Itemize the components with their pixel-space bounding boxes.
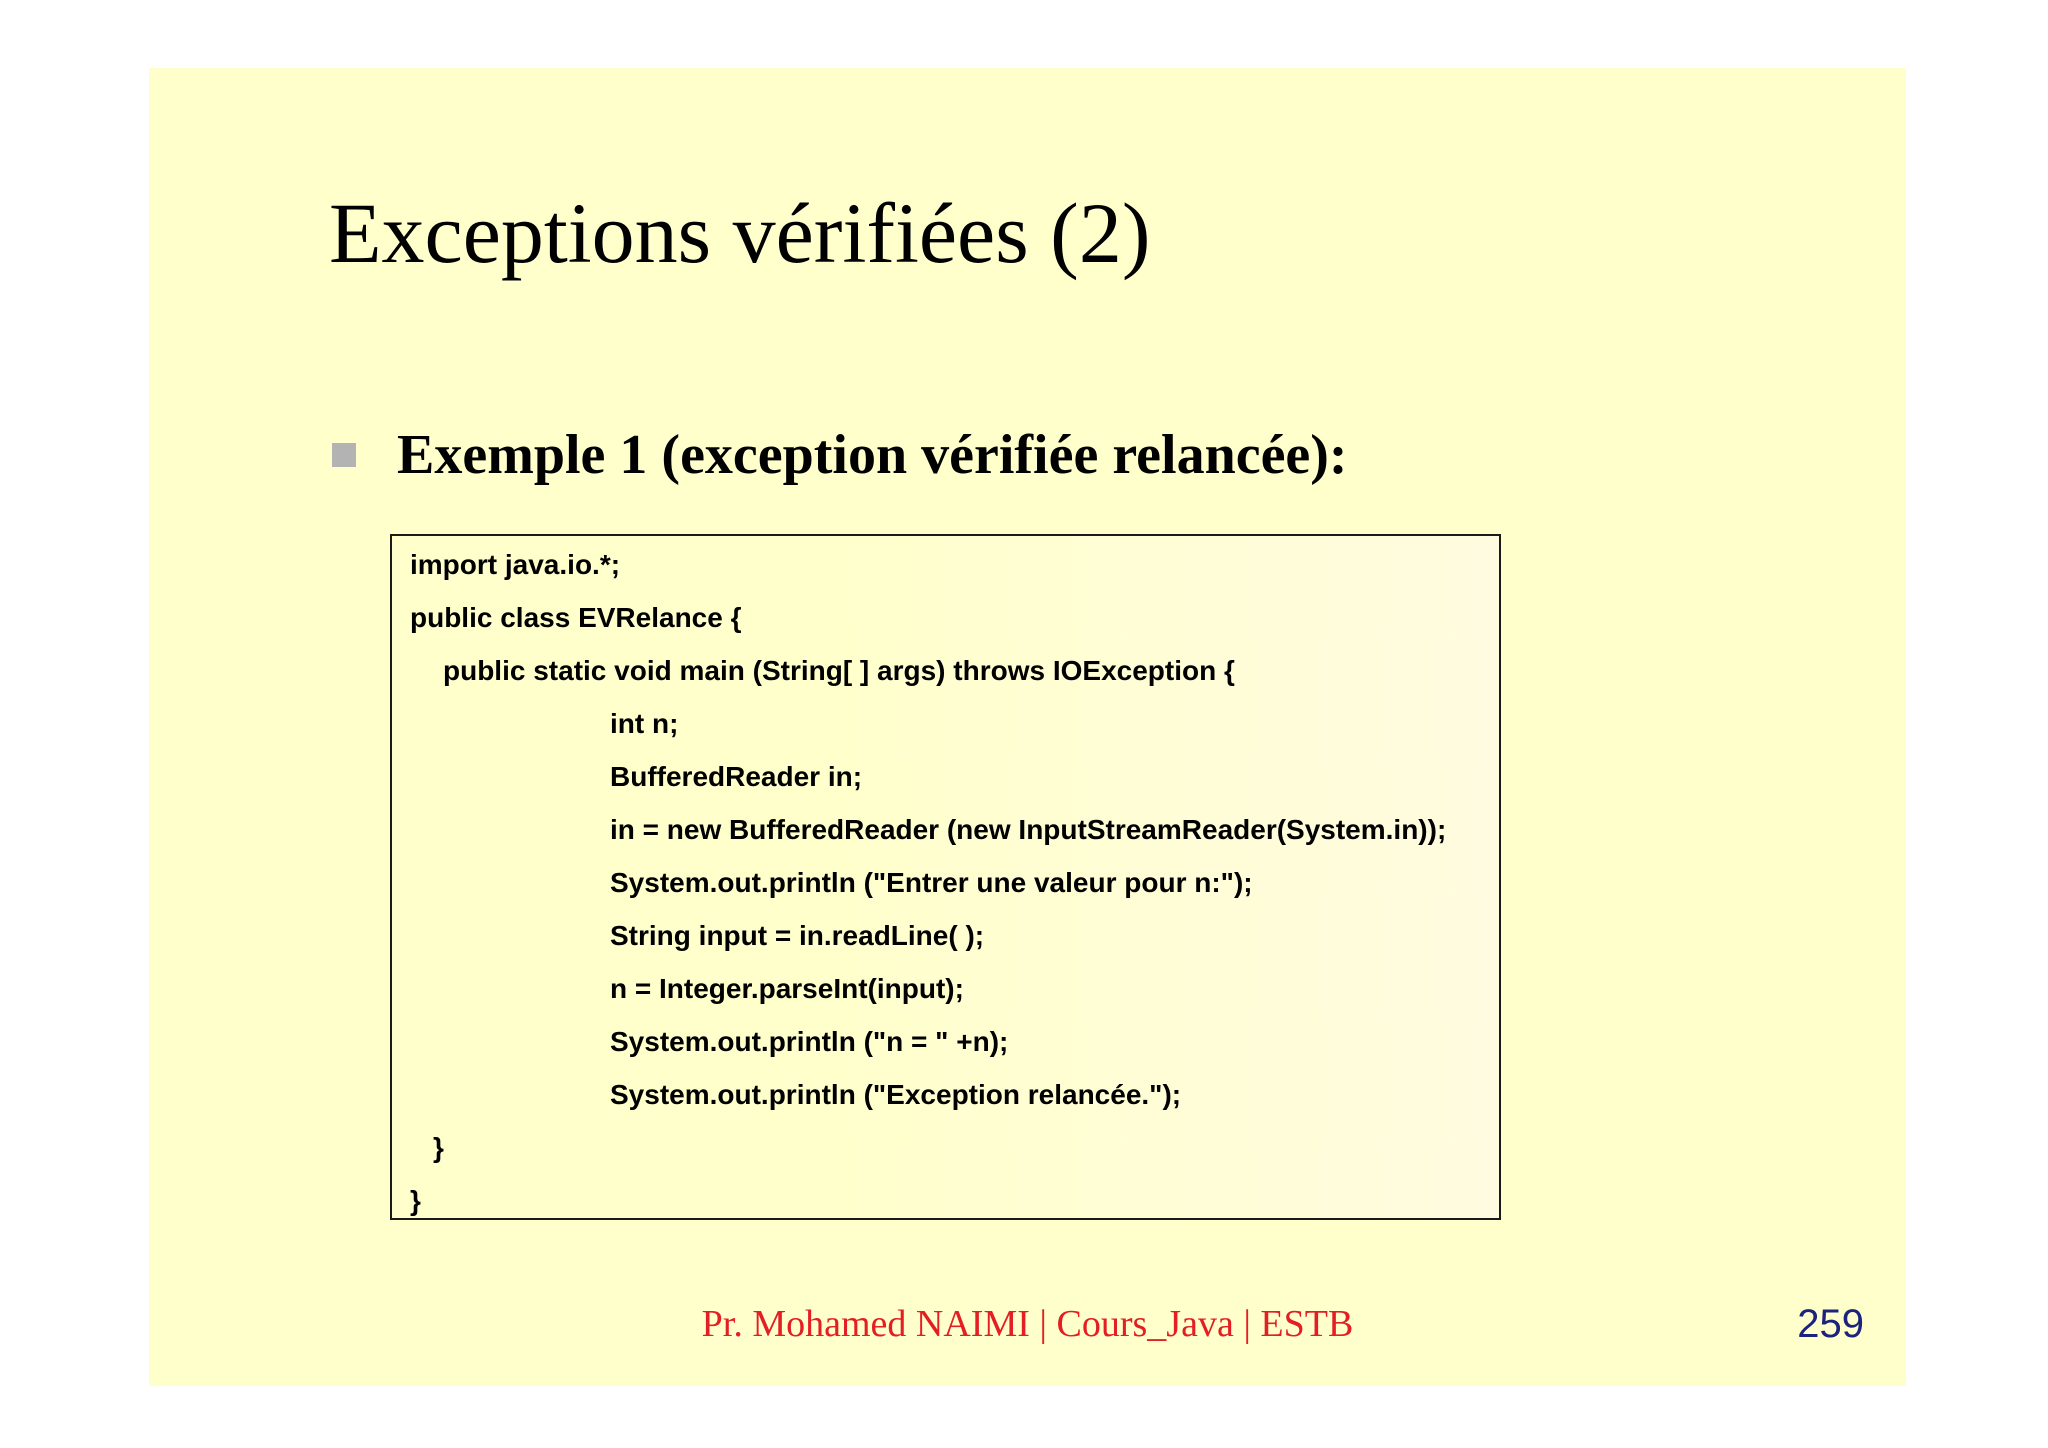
code-line-close-class: } <box>410 1185 421 1216</box>
slide <box>149 68 1906 1386</box>
code-line-print-n: System.out.println ("n = " +n); <box>610 1026 1009 1057</box>
code-line-int-n: int n; <box>610 708 679 739</box>
code-line-parse: n = Integer.parseInt(input); <box>610 973 964 1004</box>
code-line-class: public class EVRelance { <box>410 602 742 633</box>
code-line-close-main: } <box>433 1132 444 1163</box>
slide-footer: Pr. Mohamed NAIMI | Cours_Java | ESTB <box>701 1303 1354 1345</box>
bullet-item <box>332 420 1348 490</box>
page-number: 259 <box>1797 1302 1864 1346</box>
code-line-print-exception: System.out.println ("Exception relancée."); <box>610 1079 1182 1110</box>
code-line-readline: String input = in.readLine( ); <box>610 920 985 951</box>
slide-title: Exceptions vérifiées (2) <box>329 185 1151 281</box>
square-bullet-icon <box>332 443 356 467</box>
bullet-text: Exemple 1 (exception vérifiée relancée): <box>397 424 1348 486</box>
code-line-import: import java.io.*; <box>410 549 621 580</box>
code-line-reader-decl: BufferedReader in; <box>610 761 863 792</box>
code-line-main: public static void main (String[ ] args) throws IOException { <box>443 655 1235 686</box>
code-line-prompt: System.out.println ("Entrer une valeur pour n:"); <box>610 867 1253 898</box>
code-line-reader-init: in = new BufferedReader (new InputStreamReader(System.in)); <box>610 814 1447 845</box>
code-block <box>390 534 1501 1220</box>
